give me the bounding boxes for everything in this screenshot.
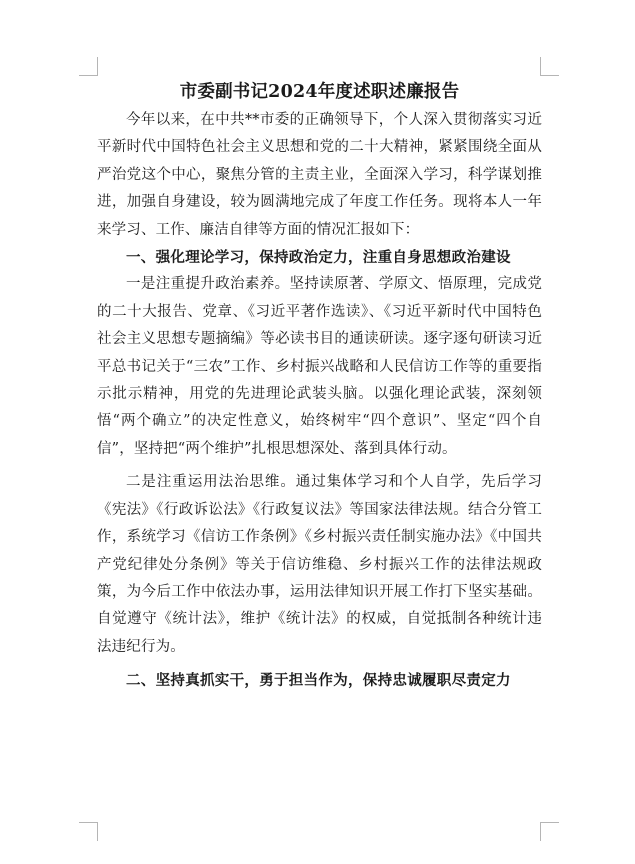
intro-paragraph: 今年以来，在中共**市委的正确领导下，个人深入贯彻落实习近平新时代中国特色社会主义思想和党的二十大精神，紧紧围绕全面从严治党这个中心，聚焦分管的主责主业，全面深入学习，科学谋划推进，加强自身建设，较为圆满地完成了年度工作任务。现将本人一年来学习、工作、廉洁自律等方面的情况汇报如下：: [97, 112, 542, 238]
body-paragraph-political-literacy: 一是注重提升政治素养。坚持读原著、学原文、悟原理，完成党的二十大报告、党章、《习近平著作选读》、《习近平新时代中国特色社会主义思想专题摘编》等必读书目的通读研读。逐字逐句研读习近平总书记关于“三农”工作、乡村振兴战略和人民信访工作等的重要指示批示精神，用党的先进理论武装头脑。以强化理论武装，深刻领悟“两个确立”的决定性意义，始终树牢“四个意识”、坚定“四个自信”，坚持把“两个维护”扎根思想深处、落到具体行动。: [97, 276, 542, 457]
margin-corner-mark-top-left: [79, 57, 98, 76]
document-body: [97, 78, 542, 695]
body-paragraph-rule-of-law: 二是注重运用法治思维。通过集体学习和个人自学，先后学习《宪法》《行政诉讼法》《行政复议法》等国家法律法规。结合分管工作，系统学习《信访工作条例》《乡村振兴责任制实施办法》《中国共产党纪律处分条例》等关于信访维稳、乡村振兴工作的法律法规政策，为今后工作中依法办事，运用法律知识开展工作打下坚实基础。自觉遵守《统计法》，维护《统计法》的权威，自觉抵制各种统计违法违纪行为。: [97, 474, 542, 655]
margin-corner-mark-top-right: [540, 57, 559, 76]
margin-corner-mark-bottom-right: [540, 822, 559, 841]
margin-corner-mark-bottom-left: [79, 822, 98, 841]
section-heading-1: 一、强化理论学习，保持政治定力，注重自身思想政治建设: [126, 249, 511, 267]
section-heading-2: 二、坚持真抓实干，勇于担当作为，保持忠诚履职尽责定力: [126, 672, 511, 690]
document-title: 市委副书记2024年度述职述廉报告: [179, 82, 460, 102]
